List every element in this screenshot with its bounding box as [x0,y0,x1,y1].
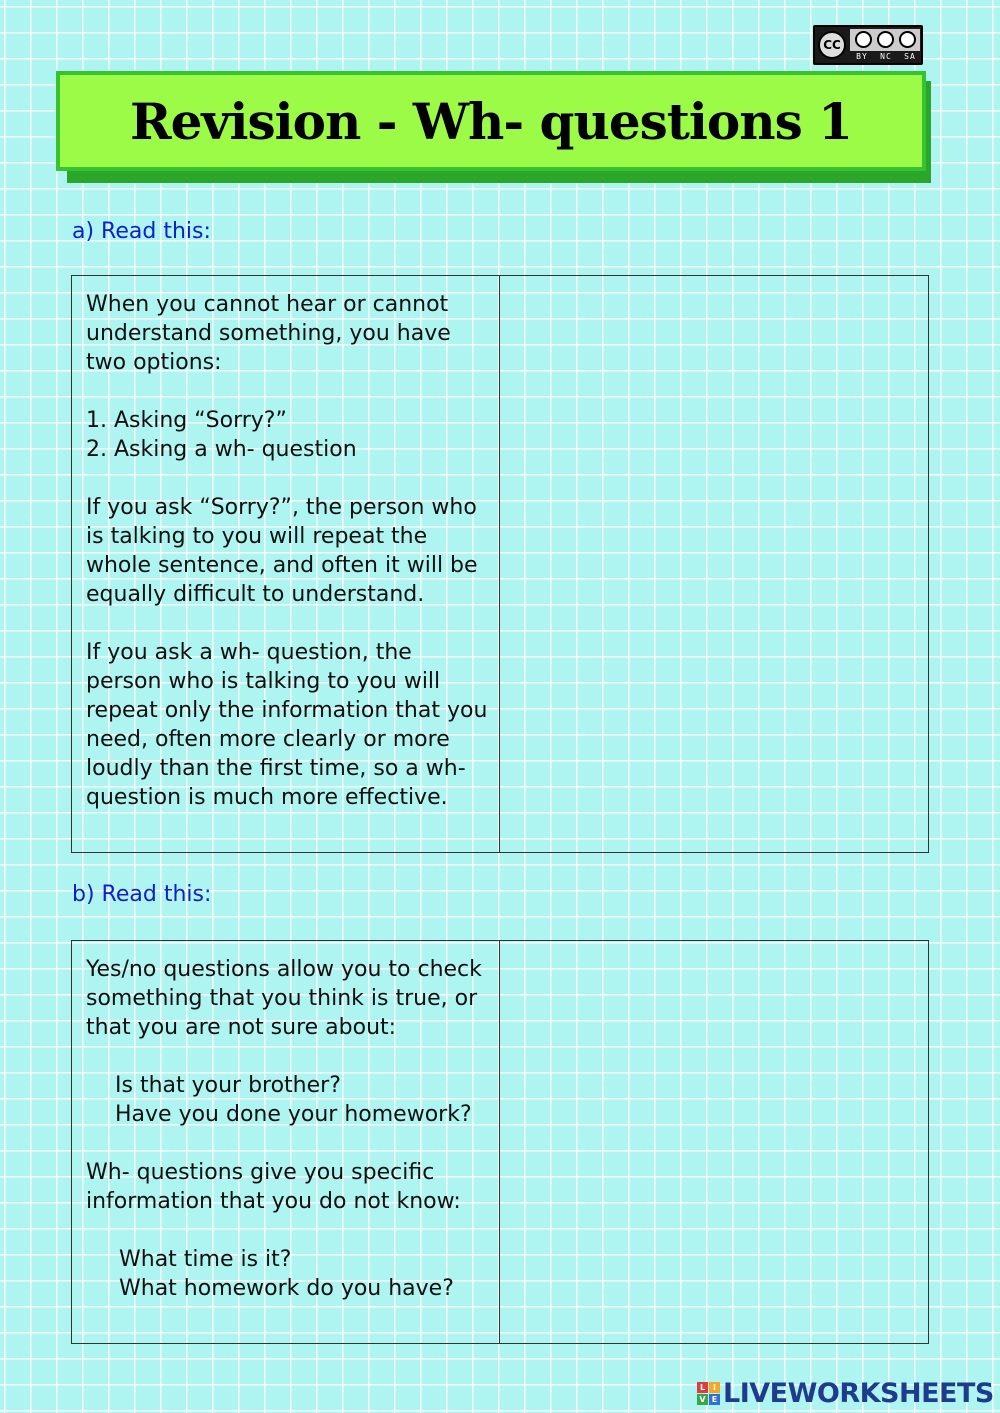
section-a-box [71,275,929,853]
section-a-option-1: 1. Asking “Sorry?” [86,408,287,433]
section-b-answer-column [500,941,928,1343]
section-b-text-column [72,941,500,1343]
example-question: What time is it? [119,1247,292,1272]
example-question: Is that your brother? [115,1073,341,1098]
section-b-paragraph: Wh- questions give you specific information that you do not know: [86,1160,461,1214]
section-a-text-column [72,276,500,852]
section-a-label: a) Read this: [72,219,211,244]
section-b-paragraph: Yes/no questions allow you to check something that you think is true, or that you are not sure about: [86,957,482,1040]
sharealike-icon [899,31,916,48]
section-a-paragraph: When you cannot hear or cannot understand something, you have two options: [86,292,451,375]
noncommercial-icon [877,31,894,48]
example-question: What homework do you have? [119,1276,454,1301]
section-a-answer-column [500,276,928,852]
cc-logo-icon: CC [818,31,846,59]
section-a-paragraph: If you ask a wh- question, the person who is talking to you will repeat only the information that you need, often more clearly or more loudly than the first time, so a wh- question is much more effective. [86,640,488,810]
by-person-icon [855,31,872,48]
page-title: Revision - Wh- questions 1 [130,91,852,151]
license-label-sa: SA [904,52,916,61]
section-a-option-2: 2. Asking a wh- question [86,437,357,462]
section-b-label: b) Read this: [72,882,212,907]
liveworksheets-blocks-icon: L I V E [697,1382,720,1405]
example-question: Have you done your homework? [115,1102,472,1127]
title-banner [56,71,926,171]
section-a-paragraph: If you ask “Sorry?”, the person who is talking to you will repeat the whole sentence, and often it will be equally difficult to understand. [86,495,478,607]
license-label-nc: NC [880,52,892,61]
license-badge [813,25,923,65]
liveworksheets-logo [697,1378,994,1409]
section-b-box [71,940,929,1344]
liveworksheets-wordmark: LIVEWORKSHEETS [723,1378,994,1409]
license-label-by: BY [856,52,868,61]
